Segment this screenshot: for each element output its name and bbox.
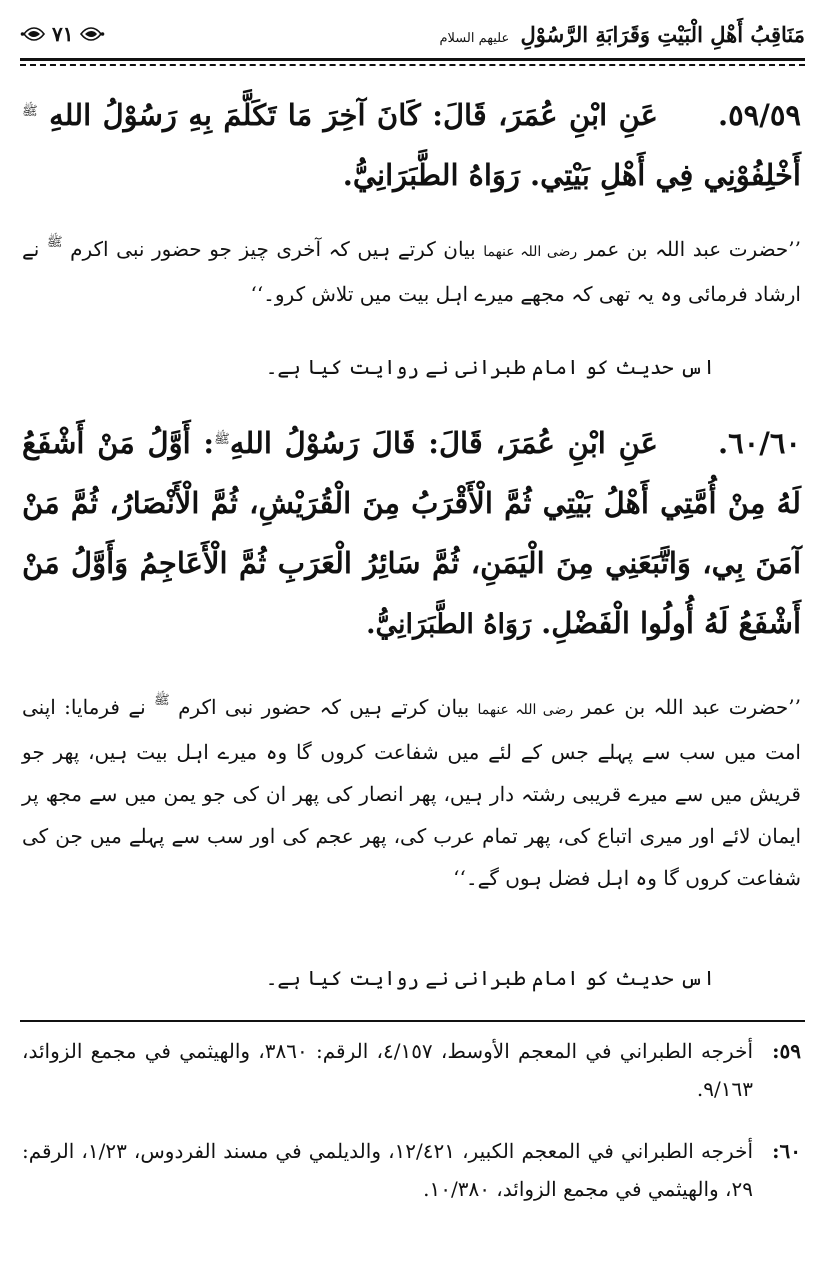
page-number: [20, 22, 105, 46]
hadith-60-urdu-b: بیان کرتے ہیں کہ حضور نبی اکرم: [178, 695, 470, 719]
header-rule: [20, 58, 805, 61]
salutation-icon: ﷺ: [22, 104, 38, 119]
salutation-icon: ﷺ: [154, 693, 170, 708]
salutation-icon: ﷺ: [46, 235, 63, 250]
left-ornament-icon: [20, 24, 46, 44]
page-number-text: ٧١: [52, 22, 74, 46]
hadith-60-number: ٦٠/٦٠.: [717, 426, 801, 460]
hadith-60-arabic-a: عَنِ ابْنِ عُمَرَ، قَالَ: قَالَ رَسُوْلُ اللهِ: [229, 426, 658, 460]
footnote-60-text: أخرجه الطبراني في المعجم الكبير، ١٢/٤٢١، والديلمي في مسند الفردوس، ١/٢٣، الرقم: ٢٩، والهيثمي في مجمع الزوائد، ١٠/٣٨٠.: [22, 1139, 754, 1201]
hadith-59-urdu: [22, 222, 801, 315]
hadith-60-arabic: [22, 410, 801, 655]
page-header: [20, 22, 805, 62]
salutation-icon: ﷺ: [214, 432, 230, 447]
hadith-60-urdu-radi: رضی اللہ عنھما: [477, 702, 574, 718]
footnote-59: [22, 1032, 801, 1108]
footnote-rule: [20, 1020, 805, 1022]
footnote-60-number: ٦٠:: [772, 1139, 801, 1163]
hadith-59-arabic-line2: أَخْلِفُوْنِي فِي أَهْلِ بَيْتِي. رَوَاهُ الطَّبَرَانِيُّ.: [342, 158, 801, 192]
hadith-59-urdu-radi: رضی اللہ عنھما: [483, 244, 578, 260]
running-title: [439, 22, 805, 47]
hadith-59-urdu-b: بیان کرتے ہیں کہ آخری چیز جو حضور نبی اکرم: [70, 237, 476, 261]
hadith-59-number: ٥٩/٥٩.: [717, 98, 801, 132]
running-title-suffix: عليهم السلام: [439, 31, 510, 46]
footnote-60: [22, 1132, 801, 1208]
footnote-59-text: أخرجه الطبراني في المعجم الأوسط، ٤/١٥٧، الرقم: ٣٨٦٠، والهيثمي في مجمع الزوائد، ٩/١٦٣.: [22, 1039, 753, 1101]
hadith-59-arabic-line1: عَنِ ابْنِ عُمَرَ، قَالَ: كَانَ آخِرَ مَا تَكَلَّمَ بِهِ رَسُوْلُ: [102, 98, 658, 132]
hadith-60-arabic-b: : أَوَّلُ مَنْ أَشْفَعُ لَهُ مِنْ أُمَّتِي أَهْلُ بَيْتِي ثُمَّ الْأَقْرَبُ مِنَ الْقُرَيْشِ، ثُمَّ الْأَنْصَارُ، ثُمَّ مَنْ آمَنَ بِي، وَاتَّبَعَنِي مِنَ الْيَمَنِ، ثُمَّ سَائِرُ الْعَرَبِ ثُمَّ الْأَعَاجِمُ وَأَوَّلُ مَنْ أَشْفَعُ لَهُ أُولُوا الْفَضْلِ.: [22, 426, 801, 640]
hadith-60-urdu-c: نے فرمایا: اپنی امت میں سب سے پہلے جس کے لئے میں شفاعت کروں گا وہ میرے اہل بیت ہیں، پھر جو قریش میں سے میرے قریبی رشتہ دار ہیں، پھر انصار کی پھر ان کی جو یمن میں سے مجھ پر ایمان لائے اور میری اتباع کی، پھر تمام عرب کی، پھر عجم کی اور سب سے پہلے میں جن کی شفاعت کروں گا وہ اہل فضل ہوں گے۔‘‘: [22, 695, 801, 890]
hadith-59-urdu-c: نے ارشاد فرمائی وہ یہ تھی کہ مجھے میرے اہل بیت میں تلاش کرو۔‘‘: [22, 237, 801, 306]
right-ornament-icon: [79, 24, 105, 44]
header-rule-dashed: [20, 64, 805, 66]
hadith-60-urdu-a: ’’حضرت عبد اللہ بن عمر: [581, 695, 801, 719]
hadith-60-narration: اس حدیث کو امام طبرانی نے روایت کیا ہے۔: [265, 966, 715, 990]
hadith-59-narration: اس حدیث کو امام طبرانی نے روایت کیا ہے۔: [265, 355, 715, 379]
hadith-60-arabic-tail: رَوَاهُ الطَّبَرَانِيُّ.: [366, 609, 532, 640]
hadith-59-urdu-a: ’’حضرت عبد اللہ بن عمر: [584, 237, 801, 261]
hadith-59-arabic: [22, 82, 801, 205]
hadith-59-arabic-allah: اللهِ: [49, 98, 92, 132]
running-title-text: مَنَاقِبُ أَهْلِ الْبَيْتِ وَقَرَابَةِ الرَّسُوْلِ: [520, 22, 805, 47]
footnote-59-number: ٥٩:: [772, 1039, 801, 1063]
hadith-60-urdu: [22, 680, 801, 899]
